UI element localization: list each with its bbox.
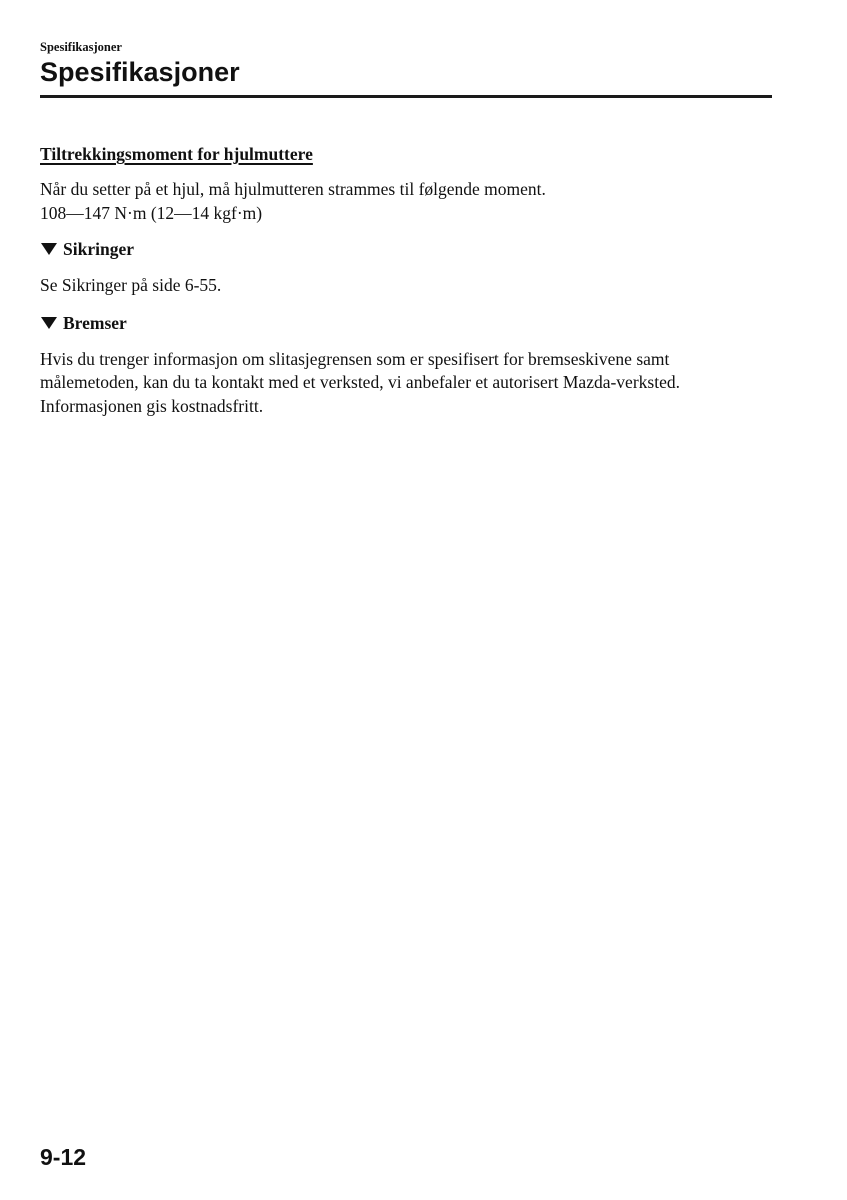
page-number: 9-12 (40, 1144, 87, 1170)
brakes-text-line-3: Informasjonen gis kostnadsfritt. (40, 395, 264, 416)
brakes-section (40, 312, 780, 419)
fuses-text: Se Sikringer på side 6-55. (40, 275, 222, 295)
down-triangle-icon (41, 243, 57, 255)
running-head: Spesifikasjoner (40, 40, 122, 54)
wheel-nut-torque-section (40, 143, 780, 225)
brakes-heading-label: Bremser (63, 312, 127, 333)
fuses-heading-label: Sikringer (63, 239, 134, 259)
brakes-text (40, 348, 780, 419)
fuses-section (40, 238, 780, 298)
page-content (40, 143, 780, 418)
fuses-heading (40, 238, 780, 260)
brakes-heading (40, 312, 780, 334)
brakes-text-line-1: Hvis du trenger informasjon om slitasjegrensen som er spesifisert for bremseskivene samt (40, 348, 670, 369)
wheel-nut-torque-value: 108—147 N·m (12—14 kgf·m) (40, 202, 263, 223)
wheel-nut-torque-instruction: Når du setter på et hjul, må hjulmutteren strammes til følgende moment. (40, 179, 546, 199)
page-title: Spesifikasjoner (40, 57, 240, 87)
brakes-text-line-2: målemetoden, kan du ta kontakt med et verksted, vi anbefaler et autorisert Mazda-verksted. (40, 372, 680, 392)
wheel-nut-torque-text (40, 178, 780, 225)
down-triangle-icon (41, 317, 57, 329)
wheel-nut-torque-heading: Tiltrekkingsmoment for hjulmuttere (40, 144, 313, 164)
title-rule (40, 95, 772, 98)
